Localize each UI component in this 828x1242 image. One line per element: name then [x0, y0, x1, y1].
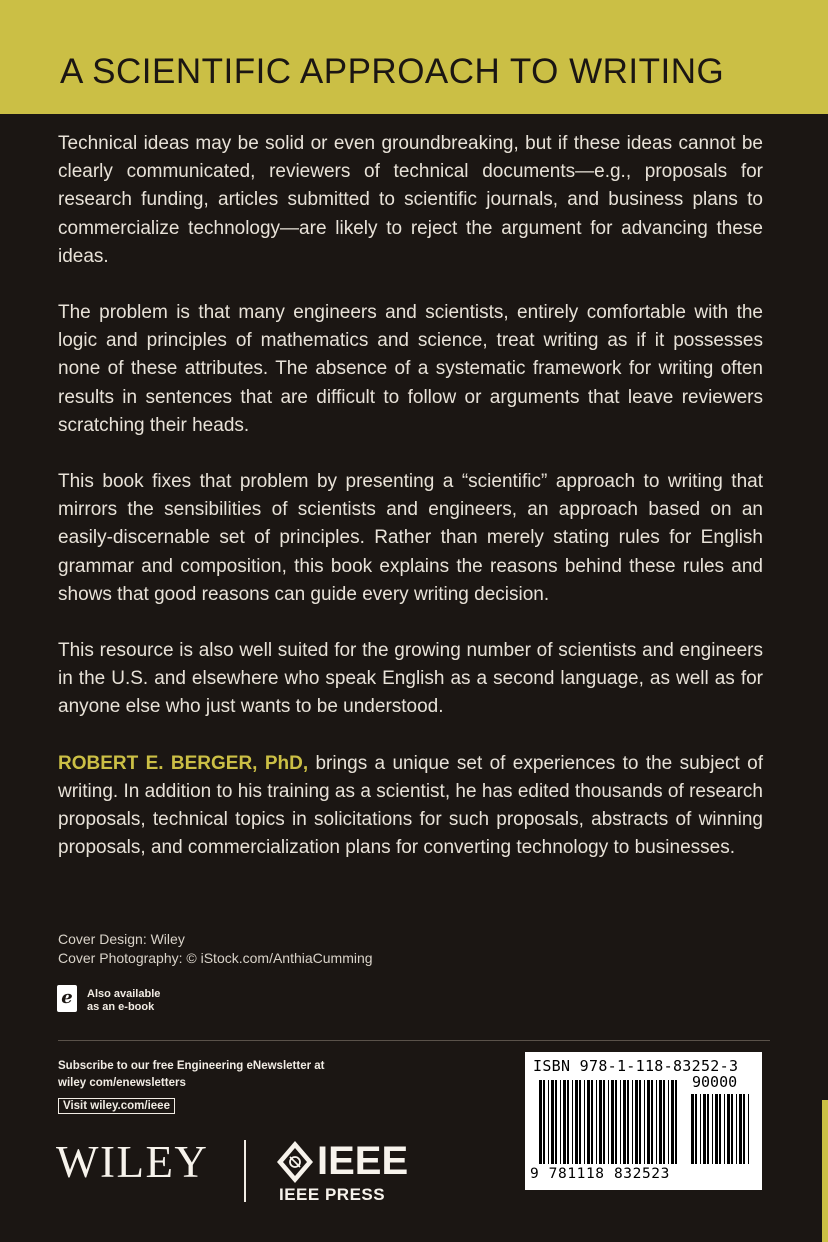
- subscribe-line-1: Subscribe to our free Engineering eNewsletter at: [58, 1060, 325, 1072]
- subscribe-text: [58, 1058, 324, 1092]
- ebook-line-1: Also available: [87, 988, 161, 1000]
- page-title: A SCIENTIFIC APPROACH TO WRITING: [60, 52, 725, 91]
- cover-photo-credit: Cover Photography: © iStock.com/AnthiaCumming: [58, 950, 373, 966]
- author-bio: [58, 750, 763, 863]
- isbn-number: ISBN 978-1-118-83252-3: [533, 1057, 739, 1075]
- logo-separator: [244, 1140, 246, 1202]
- description-text: [58, 130, 763, 890]
- ebook-text: [87, 988, 160, 1014]
- divider: [58, 1040, 770, 1041]
- e-book-icon: e: [57, 985, 77, 1012]
- visit-link[interactable]: Visit wiley.com/ieee: [58, 1098, 175, 1114]
- price-code: 90000: [692, 1073, 738, 1091]
- cover-design-credit: Cover Design: Wiley: [58, 931, 185, 947]
- ieee-press-label: IEEE PRESS: [279, 1185, 386, 1204]
- author-bio-text: brings a unique set of experiences to the subject of writing. In addition to his training as a scientist, he has edited thousands of research proposals, technical topics in solicitations for such proposals, abstracts of winning proposals, and commercialization plans for converting technology to businesses.: [58, 752, 763, 859]
- ieee-diamond-icon: [276, 1140, 314, 1184]
- barcode: [525, 1052, 762, 1190]
- paragraph-4: This resource is also well suited for the growing number of scientists and engineers in the U.S. and elsewhere who speak English as a second language, as well as for anyone else who just wants to be understood.: [58, 640, 763, 718]
- subscribe-line-2[interactable]: wiley com/enewsletters: [58, 1077, 186, 1089]
- paragraph-2: The problem is that many engineers and scientists, entirely comfortable with the logic and principles of mathematics and science, treat writing as if it possesses none of these attributes. The absence of a systematic framework for writing often results in sentences that are difficult to follow or arguments that leave reviewers scratching their heads.: [58, 302, 763, 436]
- ebook-line-2: as an e-book: [87, 1001, 155, 1013]
- wiley-logo: WILEY: [56, 1137, 209, 1187]
- credits: [58, 930, 373, 968]
- spine-accent: [822, 1100, 828, 1242]
- ebook-notice: [57, 985, 160, 1014]
- ieee-logo: IEEE: [317, 1139, 409, 1183]
- author-name: ROBERT E. BERGER, PhD,: [58, 752, 309, 774]
- barcode-digits: 9 781118 832523: [530, 1166, 670, 1182]
- paragraph-3: This book fixes that problem by presenting a “scientific” approach to writing that mirrors the sensibilities of scientists and engineers, an approach based on an easily-discernable set of principles. Rather than merely stating rules for English grammar and composition, this book explains the reasons behind these rules and shows that good reasons can guide every writing decision.: [58, 471, 763, 605]
- paragraph-1: Technical ideas may be solid or even groundbreaking, but if these ideas cannot be clearly communicated, reviewers of technical documents—e.g., proposals for research funding, articles submitted to scientific journals, and business plans to commercialize technology—are likely to reject the argument for advancing these ideas.: [58, 133, 763, 267]
